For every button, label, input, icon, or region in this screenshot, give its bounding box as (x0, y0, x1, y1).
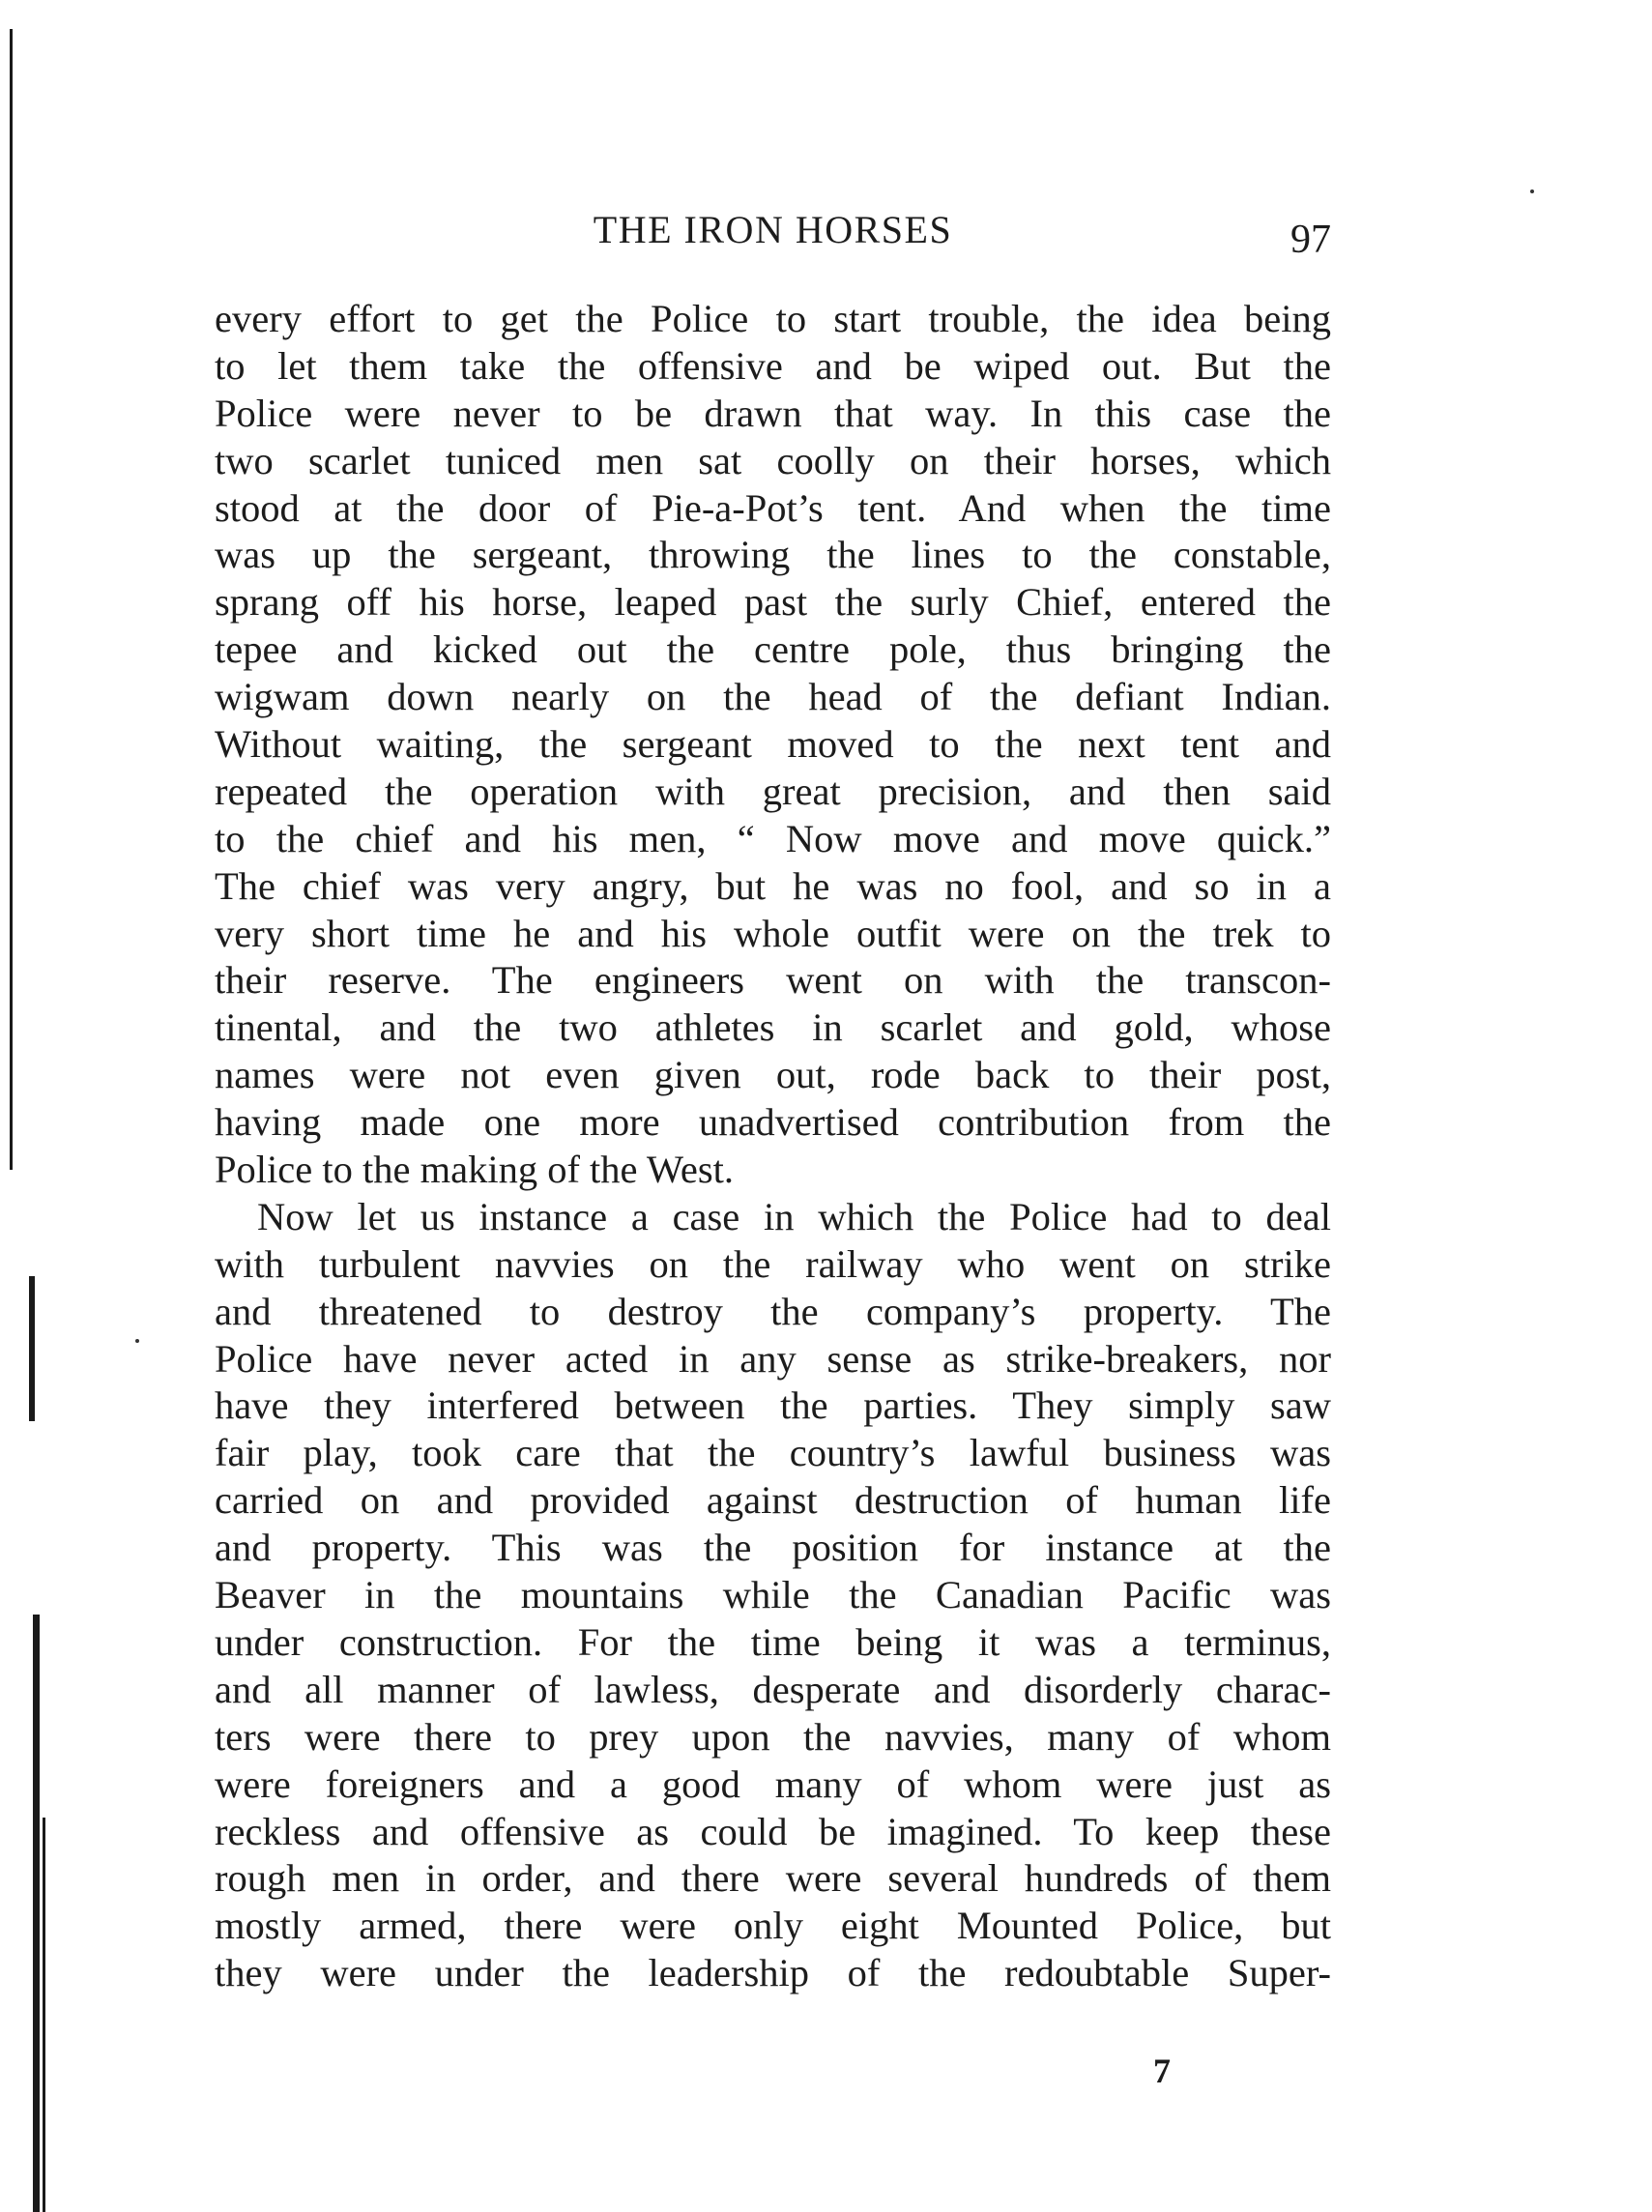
text-line: and property. This was the position for instance at the (215, 1526, 1331, 1570)
text-line: Beaver in the mountains while the Canadian Pacific was (215, 1573, 1331, 1617)
page-number: 97 (1290, 218, 1331, 262)
binding-shadow-lower (33, 1615, 40, 2212)
text-line: and threatened to destroy the company’s property. The (215, 1289, 1331, 1333)
text-line: were foreigners and a good many of whom were just as (215, 1761, 1331, 1806)
text-line: to let them take the offensive and be wiped out. But the (215, 343, 1331, 388)
scan-speck (135, 1339, 139, 1343)
paragraph-end-line: Police to the making of the West. (215, 1148, 735, 1192)
text-line: with turbulent navvies on the railway who went on strike (215, 1241, 1331, 1286)
text-line: have they interfered between the parties. They simply saw (215, 1383, 1331, 1428)
text-line: Without waiting, the sergeant moved to the next tent and (215, 722, 1331, 767)
text-line: ters were there to prey upon the navvies, many of whom (215, 1714, 1331, 1759)
text-line: their reserve. The engineers went on with the transcon- (215, 958, 1331, 1003)
binding-edge (0, 0, 58, 2212)
text-line: under construction. For the time being it was a terminus, (215, 1619, 1331, 1664)
text-line: Police were never to be drawn that way. In this case the (215, 391, 1331, 435)
binding-shadow-edge (43, 1818, 45, 2212)
text-line: rough men in order, and there were several hundreds of them (215, 1856, 1331, 1901)
text-line: every effort to get the Police to start trouble, the idea being (215, 297, 1331, 340)
text-line: sprang off his horse, leaped past the surly Chief, entered the (215, 580, 1331, 625)
text-line: Police have never acted in any sense as strike-breakers, nor (215, 1336, 1331, 1381)
scan-speck (1530, 189, 1534, 193)
page-header (215, 198, 1331, 266)
text-line: they were under the leadership of the redoubtable Super- (215, 1951, 1331, 1995)
text-line: very short time he and his whole outfit were on the trek to (215, 911, 1331, 955)
text-line: tepee and kicked out the centre pole, thus bringing the (215, 627, 1331, 672)
text-line: repeated the operation with great precision, and then said (215, 769, 1331, 813)
binding-shadow-top (10, 29, 13, 1170)
text-line: fair play, took care that the country’s lawful business was (215, 1431, 1331, 1475)
paragraph-start-line: Now let us instance a case in which the Police had to deal (257, 1194, 1331, 1238)
text-line: wigwam down nearly on the head of the defiant Indian. (215, 675, 1331, 719)
text-line: reckless and offensive as could be imagined. To keep these (215, 1809, 1331, 1853)
text-line: carried on and provided against destruction of human life (215, 1478, 1331, 1523)
text-line: names were not even given out, rode back to their post, (215, 1053, 1331, 1097)
text-line: The chief was very angry, but he was no fool, and so in a (215, 863, 1331, 908)
text-line: was up the sergeant, throwing the lines to the constable, (215, 533, 1331, 577)
text-line: two scarlet tuniced men sat coolly on their horses, which (215, 438, 1331, 482)
text-line: having made one more unadvertised contribution from the (215, 1100, 1331, 1145)
binding-shadow-middle (29, 1276, 35, 1421)
text-line: to the chief and his men, “ Now move and move quick.” (215, 816, 1331, 860)
signature-mark: 7 (1153, 2052, 1171, 2090)
text-line: stood at the door of Pie-a-Pot’s tent. And when the time (215, 485, 1331, 530)
text-line: tinental, and the two athletes in scarlet and gold, whose (215, 1005, 1331, 1050)
page-body (215, 296, 1331, 1997)
text-line: mostly armed, there were only eight Mounted Police, but (215, 1904, 1331, 1948)
running-title: THE IRON HORSES (593, 208, 953, 251)
text-line: and all manner of lawless, desperate and disorderly charac- (215, 1667, 1331, 1711)
